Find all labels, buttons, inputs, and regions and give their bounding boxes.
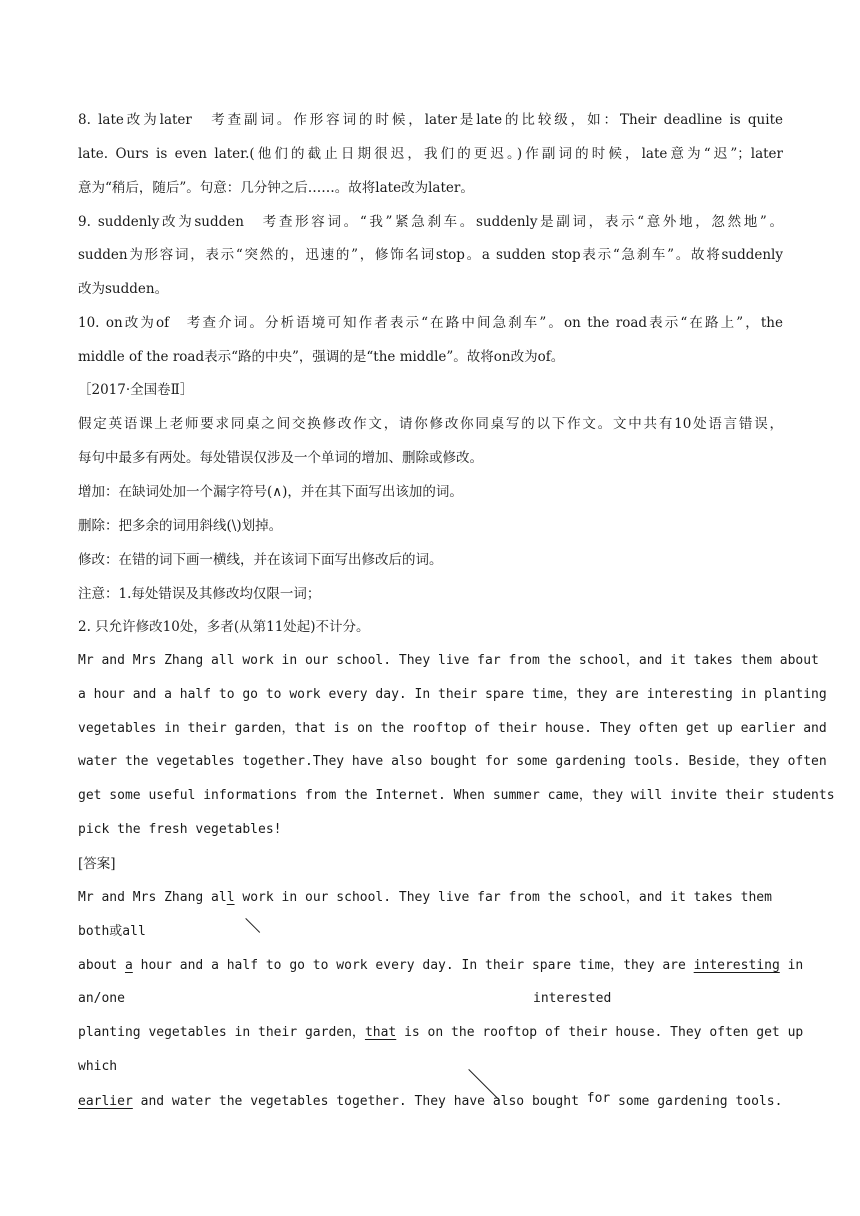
answer-row-1 bbox=[78, 888, 772, 908]
answer-row-4 bbox=[78, 1092, 783, 1112]
explanation-9-line-3: 改为sudden。 bbox=[78, 281, 169, 297]
correction-1: both或all bbox=[78, 924, 146, 939]
answer-text: is on the rooftop of their house. They often get up bbox=[396, 1025, 804, 1040]
error-marked-word: interesting bbox=[693, 958, 780, 973]
essay-line-4: water the vegetables together.They have also bought for some gardening tools. Beside，they often bbox=[78, 754, 827, 769]
explanation-9-line-1: 9. suddenly改为sudden 考查形容词。“我”紧急刹车。suddenly是副词，表示“意外地，忽然地”。 bbox=[78, 214, 783, 230]
answer-text: planting vegetables in their garden， bbox=[78, 1025, 365, 1040]
correction-3: which bbox=[78, 1059, 118, 1074]
explanation-9-line-2: sudden为形容词，表示“突然的，迅速的”，修饰名词stop。a sudden stop表示“急刹车”。故将suddenly bbox=[78, 247, 783, 263]
explanation-8-line-1: 8. late改为later 考查副词。作形容词的时候，later是late的比较级，如：Their deadline is quite bbox=[78, 112, 783, 128]
answer-row-2 bbox=[78, 956, 804, 976]
answer-text: work in our school. They live far from the school，and it takes them bbox=[234, 890, 772, 905]
answer-text: in bbox=[779, 958, 804, 973]
error-marked-word: earlier bbox=[78, 1094, 133, 1109]
explanation-8-line-2: late. Ours is even later.(他们的截止日期很迟，我们的更迟。)作副词的时候，late意为“迟”；later bbox=[78, 146, 783, 162]
task-instruction-line-2: 每句中最多有两处。每处错误仅涉及一个单词的增加、删除或修改。 bbox=[78, 450, 483, 466]
explanation-8-line-3: 意为“稍后，随后”。句意：几分钟之后……。故将late改为later。 bbox=[78, 180, 474, 196]
task-source: ［2017·全国卷Ⅱ］ bbox=[78, 382, 194, 398]
explanation-10-line-2: middle of the road表示“路的中央”，强调的是“the middle”。故将on改为of。 bbox=[78, 349, 565, 365]
answer-text: hour and a half to go to work every day. In their spare time，they are bbox=[132, 958, 694, 973]
answer-text: about bbox=[78, 958, 125, 973]
add-rule: 增加：在缺词处加一个漏字符号(∧)，并在其下面写出该加的词。 bbox=[78, 484, 463, 500]
deleted-word: for bbox=[586, 1091, 611, 1106]
answer-text: Mr and Mrs Zhang al bbox=[78, 890, 227, 905]
essay-line-5: get some useful informations from the Internet. When summer came，they will invite their students bbox=[78, 788, 835, 803]
essay-line-1: Mr and Mrs Zhang all work in our school. They live far from the school，and it takes them about bbox=[78, 653, 819, 668]
explanation-10-line-1: 10. on改为of 考查介词。分析语境可知作者表示“在路中间急刹车”。on the road表示“在路上”，the bbox=[78, 315, 783, 331]
note-1: 注意：1.每处错误及其修改均仅限一词； bbox=[78, 586, 321, 602]
answer-text: and water the vegetables together. They have also bought bbox=[132, 1094, 587, 1109]
answer-text: some gardening tools. bbox=[610, 1094, 783, 1109]
answer-label: [答案] bbox=[78, 856, 116, 872]
essay-line-2: a hour and a half to go to work every day. In their spare time，they are interesting in planting bbox=[78, 687, 827, 702]
error-marked-word: that bbox=[364, 1025, 397, 1040]
error-marked-word: l bbox=[226, 890, 235, 905]
delete-rule: 删除：把多余的词用斜线(\)划掉。 bbox=[78, 518, 283, 534]
essay-line-3: vegetables in their garden，that is on the rooftop of their house. They often get up earlier and bbox=[78, 721, 827, 736]
answer-row-3 bbox=[78, 1023, 804, 1043]
error-marked-word: a bbox=[124, 958, 133, 973]
task-instruction-line-1: 假定英语课上老师要求同桌之间交换修改作文，请你修改你同桌写的以下作文。文中共有10处语言错误， bbox=[78, 416, 783, 432]
note-2: 2. 只允许修改10处，多者(从第11处起)不计分。 bbox=[78, 619, 370, 635]
essay-line-6: pick the fresh vegetables! bbox=[78, 822, 282, 837]
correction-2b: interested bbox=[533, 991, 612, 1006]
modify-rule: 修改：在错的词下画一横线，并在该词下面写出修改后的词。 bbox=[78, 552, 443, 568]
correction-2a: an/one bbox=[78, 991, 125, 1006]
